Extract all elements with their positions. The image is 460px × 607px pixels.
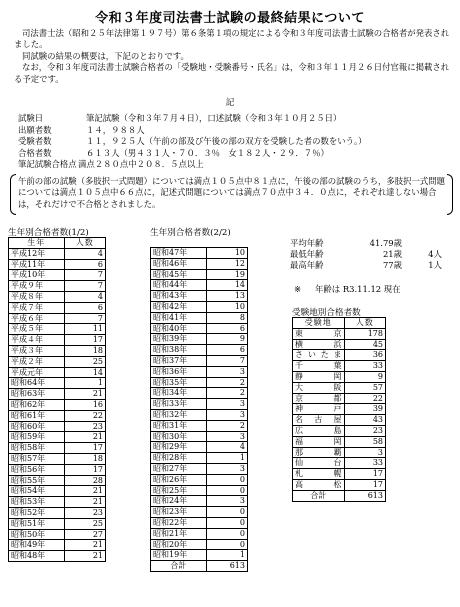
row-count: 33 (344, 361, 385, 372)
row-count: 1 (206, 453, 247, 464)
row-count: 7 (64, 313, 105, 324)
row-count: 0 (206, 517, 247, 528)
row-label: 昭和39年 (151, 334, 207, 345)
row-label: 昭和27年 (151, 463, 207, 474)
row-count: 2 (206, 388, 247, 399)
intro-paragraph: なお，令和３年度司法書士試験合格者の「受験地・受験番号・氏名」は，令和３年１１月２６日付官報に掲載される予定です。 (14, 62, 450, 84)
row-count: 23 (64, 421, 105, 432)
table-row (151, 388, 248, 399)
table-row (9, 540, 106, 551)
table-row (151, 323, 248, 334)
table-row (293, 415, 386, 426)
row-label: 横浜 (293, 339, 345, 350)
row-count: 12 (206, 258, 247, 269)
table-row (293, 339, 386, 350)
row-label: 平成７年 (9, 302, 65, 313)
table-row (9, 453, 106, 464)
table-row (9, 345, 106, 356)
row-label: 名古屋 (293, 415, 345, 426)
table-row (9, 497, 106, 508)
table-row (151, 463, 248, 474)
row-label: 広島 (293, 425, 345, 436)
row-count: 4 (64, 291, 105, 302)
age-label: 最高年齢 (290, 260, 324, 271)
stat-exam-date (18, 113, 448, 125)
table-row (151, 355, 248, 366)
stat-label: 受験者数 (18, 136, 52, 147)
row-count: 3 (206, 409, 247, 420)
row-count: 36 (344, 350, 385, 361)
table3-title: 受験地別合格者数 (292, 308, 361, 318)
table-row (293, 404, 386, 415)
table-row (151, 399, 248, 410)
row-count: 9 (344, 371, 385, 382)
age-label: 平均年齢 (290, 238, 324, 248)
table-row (293, 393, 386, 404)
table-row (293, 479, 386, 490)
table-row (9, 324, 106, 335)
row-count: 22 (64, 410, 105, 421)
row-count: 3 (206, 431, 247, 442)
row-label: 昭和41年 (151, 312, 207, 323)
row-label: 平成８年 (9, 291, 65, 302)
row-count: 4 (206, 442, 247, 453)
table-row (9, 529, 106, 540)
table-row (151, 453, 248, 464)
row-count: 19 (206, 269, 247, 280)
row-label: 平成３年 (9, 345, 65, 356)
row-count: 7 (64, 270, 105, 281)
table-row (9, 432, 106, 443)
row-label: 昭和23年 (151, 507, 207, 518)
row-label: 平成12年 (9, 248, 65, 259)
table-row (151, 248, 248, 259)
row-label: 昭和47年 (151, 248, 207, 259)
page-title: 令和３年度司法書士試験の最終結果について (95, 11, 365, 26)
row-count: 21 (64, 486, 105, 497)
row-label: 昭和62年 (9, 399, 65, 410)
table-row (151, 377, 248, 388)
table-row (9, 335, 106, 346)
table-row (9, 248, 106, 259)
table-row (9, 270, 106, 281)
intro-text (14, 28, 452, 85)
table-row (9, 356, 106, 367)
row-count: 39 (344, 404, 385, 415)
stat-label: 試験日 (18, 113, 44, 123)
age-note-text: 年齢は (315, 284, 341, 294)
table-row (151, 539, 248, 550)
row-label: 昭和49年 (9, 540, 65, 551)
row-count: 9 (206, 334, 247, 345)
age-value: 77歳 (382, 260, 402, 271)
header-count: 人数 (344, 318, 385, 329)
table-header-row (9, 238, 106, 249)
table-row (151, 366, 248, 377)
row-label: 昭和31年 (151, 420, 207, 431)
stat-value: １４，９８８人 (86, 124, 145, 135)
row-count: 43 (344, 415, 385, 426)
table-row (151, 550, 248, 561)
age-value: 41.79歳 (369, 238, 402, 248)
stat-applicants (18, 125, 448, 137)
row-count: 22 (344, 393, 385, 404)
row-count: 4 (64, 248, 105, 259)
table-row (9, 518, 106, 529)
row-label: 千葉 (293, 361, 345, 372)
stat-value: 筆記試験（令和３年７月４日），口述試験（令和３年１０月２５日） (86, 113, 342, 123)
row-label: 昭和61年 (9, 410, 65, 421)
row-label: 福岡 (293, 436, 345, 447)
row-label: 京都 (293, 393, 345, 404)
row-count: 7 (206, 355, 247, 366)
table-row (151, 431, 248, 442)
row-count: 1 (64, 378, 105, 389)
row-label: 昭和64年 (9, 378, 65, 389)
stat-examinees (18, 136, 448, 148)
row-count: 21 (64, 432, 105, 443)
row-count: 21 (64, 551, 105, 562)
table-row (151, 312, 248, 323)
bracket-left (10, 174, 16, 215)
row-label: 高松 (293, 479, 345, 490)
row-count: 25 (64, 356, 105, 367)
table-row (151, 258, 248, 269)
total-row (293, 490, 386, 501)
row-count: 17 (64, 443, 105, 454)
row-label: 昭和37年 (151, 355, 207, 366)
row-label: 昭和21年 (151, 528, 207, 539)
stat-label: 出願者数 (18, 124, 52, 135)
table-row (151, 485, 248, 496)
row-label: 平成６年 (9, 313, 65, 324)
table1-title: 生年別合格者数(1/2) (8, 228, 89, 238)
row-count: 21 (64, 497, 105, 508)
row-label: 昭和46年 (151, 258, 207, 269)
row-count: 3 (206, 463, 247, 474)
table-row (9, 389, 106, 400)
row-count: 1 (206, 550, 247, 561)
row-count: 8 (206, 312, 247, 323)
table-row (9, 281, 106, 292)
row-label: 昭和52年 (9, 507, 65, 518)
table-row (151, 291, 248, 302)
age-count: 4人 (428, 249, 442, 260)
row-label: 静岡 (293, 371, 345, 382)
stat-passers (18, 148, 448, 160)
row-label: 大阪 (293, 382, 345, 393)
table-row (151, 301, 248, 312)
table-row (9, 464, 106, 475)
table-row (9, 399, 106, 410)
table-row (151, 409, 248, 420)
stat-value: １１，９２５人（午前の部及び午後の部の双方を受験した者の数をいう。） (86, 136, 367, 147)
row-count: 28 (64, 475, 105, 486)
row-label: 昭和38年 (151, 345, 207, 356)
table-row (9, 421, 106, 432)
row-count: 45 (344, 339, 385, 350)
row-label: 昭和43年 (151, 291, 207, 302)
row-count: 23 (344, 425, 385, 436)
table-row (151, 280, 248, 291)
row-label: 昭和26年 (151, 474, 207, 485)
table-row (9, 302, 106, 313)
row-label: 昭和50年 (9, 529, 65, 540)
table-row (293, 371, 386, 382)
age-max (290, 260, 442, 271)
table-row (293, 361, 386, 372)
table-row (293, 350, 386, 361)
row-label: 平成２年 (9, 356, 65, 367)
row-label: 昭和45年 (151, 269, 207, 280)
note-text: 午前の部の試験（多肢択一式問題）については満点１０５点中８１点に，午後の部の試験のうち，多肢択一式問題については満点１０５点中６６点に，記述式問題については満点７０点中３４．０点に，それぞれ達しない場合は，それだけで不合格とされました。 (18, 176, 445, 209)
row-label: 昭和53年 (9, 497, 65, 508)
table-row (151, 517, 248, 528)
ki-heading: 記 (225, 98, 235, 108)
row-count: 13 (206, 291, 247, 302)
birth-year-table-1 (8, 237, 106, 562)
row-label: 昭和40年 (151, 323, 207, 334)
table-row (293, 436, 386, 447)
age-count (402, 238, 442, 249)
row-count: 14 (206, 280, 247, 291)
table-row (293, 447, 386, 458)
row-label: 昭和28年 (151, 453, 207, 464)
row-label: 昭和44年 (151, 280, 207, 291)
row-count: 3 (206, 399, 247, 410)
bracket-right (447, 174, 453, 215)
table-row (151, 334, 248, 345)
row-label: 昭和20年 (151, 539, 207, 550)
stat-passing-score (18, 159, 448, 171)
table-row (9, 507, 106, 518)
row-count: 2 (206, 377, 247, 388)
row-label: 昭和24年 (151, 496, 207, 507)
total-value: 613 (344, 490, 385, 501)
row-label: 昭和59年 (9, 432, 65, 443)
total-row (151, 561, 248, 572)
table-row (293, 469, 386, 480)
row-count: 0 (206, 539, 247, 550)
stat-label: 筆記試験合格点 (18, 159, 77, 170)
header-site: 受験地 (293, 318, 345, 329)
row-label: 札幌 (293, 469, 345, 480)
note-mark: ※ (294, 284, 302, 294)
row-count: 57 (344, 382, 385, 393)
age-value: 21歳 (382, 249, 402, 260)
row-count: 11 (64, 324, 105, 335)
row-label: 仙台 (293, 458, 345, 469)
exam-stats (18, 113, 448, 171)
row-label: 昭和42年 (151, 301, 207, 312)
row-count: 17 (344, 479, 385, 490)
row-count: 25 (64, 518, 105, 529)
table-row (151, 528, 248, 539)
row-label: 昭和30年 (151, 431, 207, 442)
row-count: 6 (64, 302, 105, 313)
row-count: 6 (206, 323, 247, 334)
row-count: 17 (344, 469, 385, 480)
age-average (290, 238, 442, 249)
table-row (151, 420, 248, 431)
row-label: 平成４年 (9, 335, 65, 346)
age-label: 最低年齢 (290, 249, 324, 260)
row-label: 昭和55年 (9, 475, 65, 486)
row-count: 27 (64, 529, 105, 540)
row-count: 23 (64, 507, 105, 518)
age-stats (290, 238, 442, 272)
table-row (151, 507, 248, 518)
row-count: 14 (64, 367, 105, 378)
row-count: 21 (64, 389, 105, 400)
row-label: 昭和48年 (9, 551, 65, 562)
header-birth-year: 生年 (9, 238, 65, 249)
row-label: さいたま (293, 350, 345, 361)
row-label: 平成９年 (9, 281, 65, 292)
table-row (9, 551, 106, 562)
table-row (9, 378, 106, 389)
row-count: 33 (344, 458, 385, 469)
row-count: 0 (206, 528, 247, 539)
row-label: 昭和60年 (9, 421, 65, 432)
row-label: 昭和29年 (151, 442, 207, 453)
intro-paragraph: 同試験の結果の概要は，下記のとおりです。 (22, 50, 189, 61)
table-row (9, 313, 106, 324)
row-count: 21 (64, 540, 105, 551)
row-count: 7 (64, 281, 105, 292)
row-label: 昭和25年 (151, 485, 207, 496)
row-count: 3 (206, 496, 247, 507)
total-label: 合計 (151, 561, 207, 572)
row-label: 昭和22年 (151, 517, 207, 528)
table-row (9, 475, 106, 486)
table-row (151, 442, 248, 453)
row-count: 6 (206, 345, 247, 356)
note-box (10, 174, 453, 215)
row-label: 昭和57年 (9, 453, 65, 464)
table-row (9, 443, 106, 454)
exam-site-table (292, 317, 386, 502)
table-row (151, 496, 248, 507)
row-label: 那覇 (293, 447, 345, 458)
age-note-date: R3.11.12 (342, 284, 382, 294)
total-value: 613 (206, 561, 247, 572)
row-count: 18 (64, 345, 105, 356)
row-label: 昭和56年 (9, 464, 65, 475)
table-row (9, 291, 106, 302)
table-row (293, 425, 386, 436)
table-row (9, 259, 106, 270)
intro-paragraph: 司法書士法（昭和２５年法律第１９７号）第６条第１項の規定による令和３年度司法書士試験の合格者が発表されました。 (14, 28, 450, 50)
table-row (293, 458, 386, 469)
row-count: 3 (344, 447, 385, 458)
row-count: 0 (206, 474, 247, 485)
row-count: 0 (206, 485, 247, 496)
row-count: 3 (206, 366, 247, 377)
row-count: 17 (64, 464, 105, 475)
age-note (294, 283, 401, 295)
row-count: 16 (64, 399, 105, 410)
table-row (293, 328, 386, 339)
row-count: 6 (64, 259, 105, 270)
table-row (9, 410, 106, 421)
table-row (151, 474, 248, 485)
table-row (9, 486, 106, 497)
table-row (9, 367, 106, 378)
row-count: 18 (64, 453, 105, 464)
header-count: 人数 (64, 238, 105, 249)
row-count: 10 (206, 248, 247, 259)
birth-year-table-2 (150, 247, 248, 572)
row-count: 2 (206, 420, 247, 431)
table-row (151, 269, 248, 280)
stat-label: 合格者数 (18, 147, 52, 158)
row-label: 東京 (293, 328, 345, 339)
row-label: 昭和33年 (151, 399, 207, 410)
row-label: 平成元年 (9, 367, 65, 378)
row-label: 平成11年 (9, 259, 65, 270)
row-label: 平成10年 (9, 270, 65, 281)
table-row (151, 345, 248, 356)
table2-title: 生年別合格者数(2/2) (150, 228, 231, 238)
row-count: 0 (206, 507, 247, 518)
row-label: 昭和54年 (9, 486, 65, 497)
row-count: 58 (344, 436, 385, 447)
row-label: 昭和58年 (9, 443, 65, 454)
row-label: 昭和35年 (151, 377, 207, 388)
row-label: 昭和34年 (151, 388, 207, 399)
stat-value: 満点２８０点中２０８．５点以上 (78, 159, 204, 170)
row-count: 10 (206, 301, 247, 312)
row-label: 昭和51年 (9, 518, 65, 529)
row-count: 17 (64, 335, 105, 346)
row-label: 昭和32年 (151, 409, 207, 420)
stat-value: ６１３人（男４３１人・７０．３％ 女１８２人・２９．７％） (86, 147, 329, 158)
table-header-row (293, 318, 386, 329)
age-note-suffix: 現在 (383, 284, 401, 294)
row-label: 昭和36年 (151, 366, 207, 377)
row-label: 昭和63年 (9, 389, 65, 400)
age-min (290, 249, 442, 260)
age-count: 1人 (428, 260, 442, 271)
row-count: 178 (344, 328, 385, 339)
row-label: 昭和19年 (151, 550, 207, 561)
row-label: 神戸 (293, 404, 345, 415)
table-row (293, 382, 386, 393)
row-label: 平成５年 (9, 324, 65, 335)
total-label: 合計 (293, 490, 345, 501)
